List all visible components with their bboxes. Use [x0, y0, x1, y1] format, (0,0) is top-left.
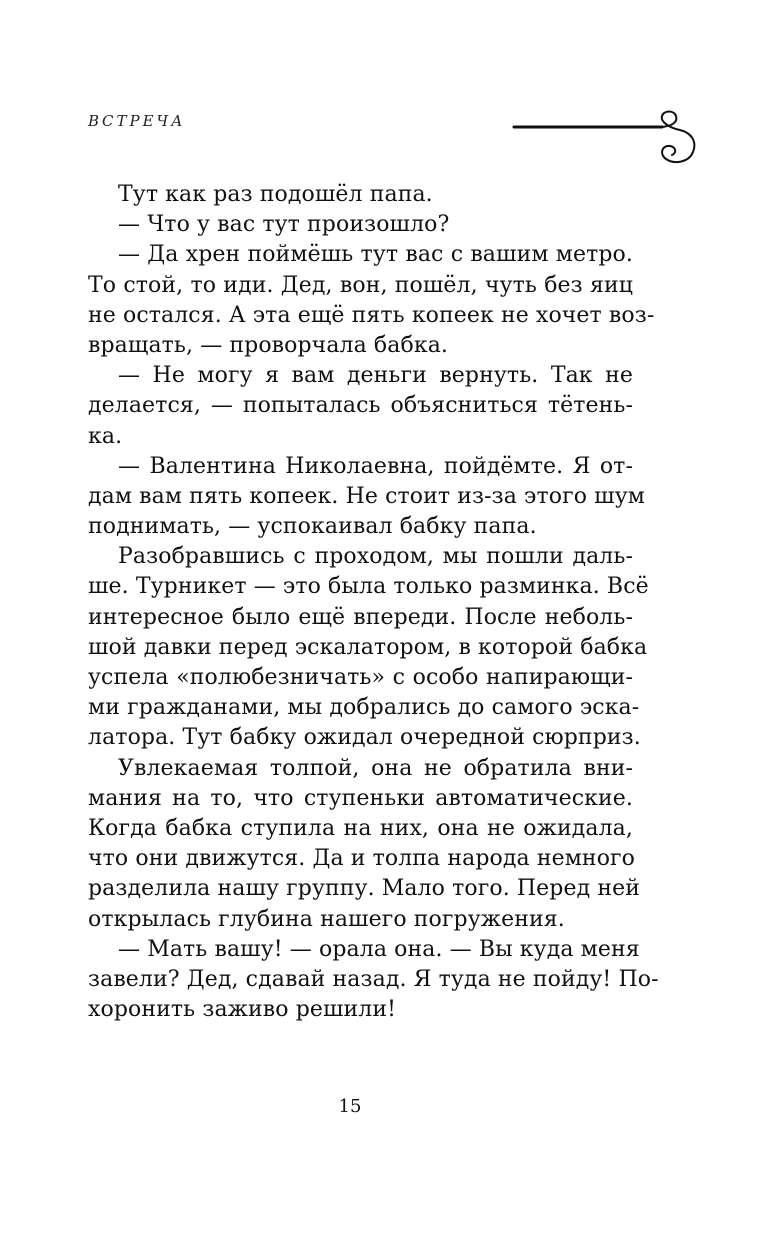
text-line: делается, — попыталась объясниться тётень-	[88, 393, 633, 419]
text-line: завели? Дед, сдавай назад. Я туда не пойду! По-	[88, 966, 659, 992]
text-line: разделила нашу группу. Мало того. Перед ней	[88, 876, 640, 902]
body-text	[88, 180, 659, 1025]
text-line: открылась глубина нашего погружения.	[88, 906, 565, 932]
text-line: Когда бабка ступила на них, она не ожидала,	[88, 815, 633, 841]
text-line: латора. Тут бабку ожидал очередной сюрприз.	[88, 725, 641, 751]
text-line: — Валентина Николаевна, пойдёмте. Я от-	[118, 453, 633, 479]
text-line: вращать, — проворчала бабка.	[88, 332, 448, 358]
text-line: ка.	[88, 423, 123, 449]
text-line: Увлекаемая толпой, она не обратила вни-	[118, 755, 633, 781]
text-line: То стой, то иди. Дед, вон, пошёл, чуть без яиц	[88, 272, 633, 298]
running-title: ВСТРЕЧА	[88, 112, 186, 130]
text-line: Разобравшись с проходом, мы пошли даль-	[118, 544, 633, 570]
text-line: ше. Турникет — это была только разминка. Всё	[88, 574, 649, 600]
text-line: ми гражданами, мы добрались до самого эска-	[88, 695, 640, 721]
text-line: успела «полюбезничать» с особо напирающи-	[88, 665, 633, 690]
text-line: — Что у вас тут произошло?	[118, 212, 450, 238]
text-line: не остался. А эта ещё пять копеек не хочет воз-	[88, 302, 655, 328]
text-line: Тут как раз подошёл папа.	[118, 182, 433, 207]
text-line: шой давки перед эскалатором, в которой бабка	[88, 634, 648, 660]
page-number: 15	[338, 1096, 362, 1117]
text-line: — Мать вашу! — орала она. — Вы куда меня	[118, 936, 640, 962]
text-line: поднимать, — успокаивал бабку папа.	[88, 514, 537, 540]
text-line: что они движутся. Да и толпа народа немного	[88, 846, 636, 872]
text-line: мания на то, что ступеньки автоматические.	[88, 785, 633, 811]
curl-flourish-icon	[512, 102, 702, 172]
text-line: хоронить заживо решили!	[88, 997, 397, 1023]
text-line: — Не могу я вам деньги вернуть. Так не	[118, 363, 633, 389]
text-line: интересное было ещё впереди. После неболь-	[88, 604, 633, 630]
text-line: дам вам пять копеек. Не стоит из-за этого шум	[88, 483, 645, 509]
text-line: — Да хрен поймёшь тут вас с вашим метро.	[118, 242, 633, 268]
